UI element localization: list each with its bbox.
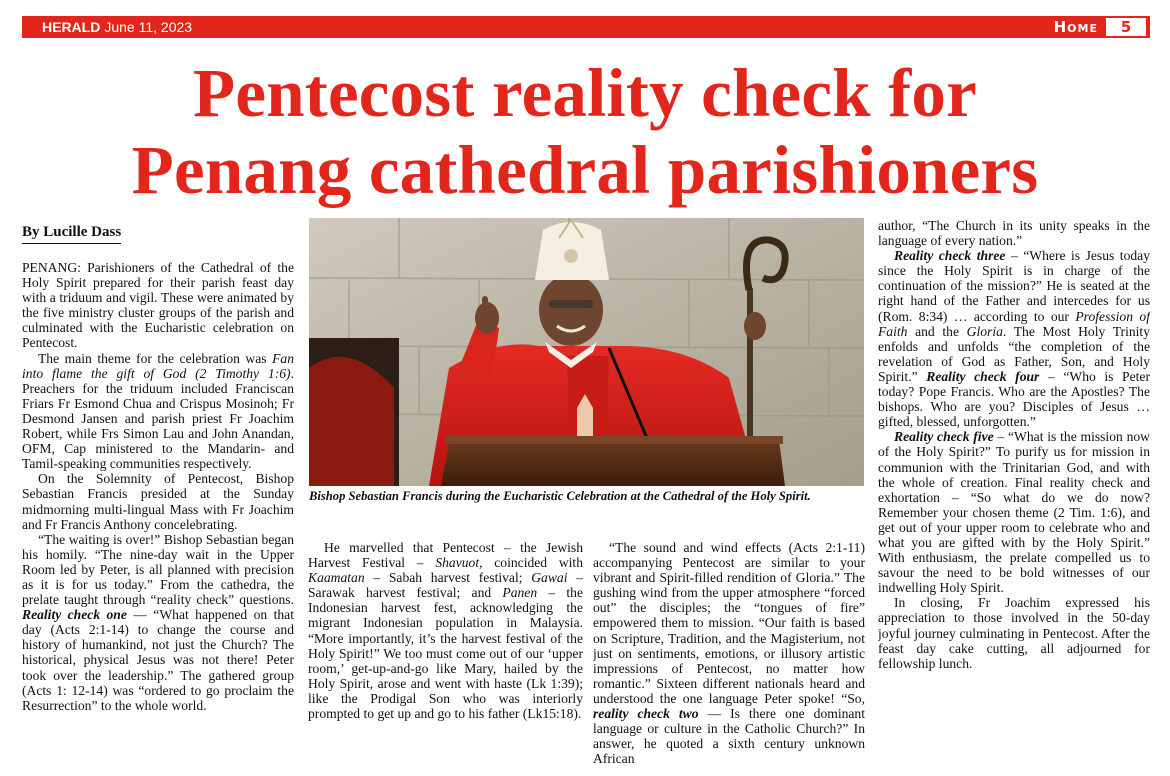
byline: By Lucille Dass <box>22 224 121 244</box>
masthead-bar <box>22 16 1150 38</box>
headline-line-2: Penang cathedral parishioners <box>131 132 1039 208</box>
issue-date: June 11, 2023 <box>104 19 193 35</box>
article-column-2 <box>308 540 583 772</box>
reality-check-two: reality check two <box>593 706 699 722</box>
bishop-photo <box>309 218 864 486</box>
paragraph-reality-three: Reality check three – “Where is Jesus today since the Holy Spirit is in charge of the continuation of the mission?” He is seated at the right hand of the Father and intercedes for us (Rom. 8:34) … according to our Profession of Faith and the Gloria. The Most Holy Trinity enfolds and unfolds “the completion of the revelation of God as Father, Son, and Holy Spirit.” Reality check four – “Who is Peter today? Pope Francis. Who are the Apostles? The bishops. Who are you? Disciples of Jesus … gifted, blessed, unforgotten.” <box>878 248 1150 430</box>
article-column-4 <box>878 218 1150 774</box>
paragraph-solemnity: On the Solemnity of Pentecost, Bishop Sebastian Francis presided at the Sunday midmorning multi-lingual Mass with Fr Joachim and Fr Francis Anthony concelebrating. <box>22 471 294 532</box>
reality-check-four: Reality check four <box>926 368 1040 384</box>
reality-check-five: Reality check five <box>894 429 994 445</box>
paragraph-homily: “The waiting is over!” Bishop Sebastian began his homily. “The nine-day wait in the Upper Room led by Peter, is all planned with precision as it is for us today.” From the cathedra, the prelate taught through “reality check” questions. Reality check one — “What happened on that day (Acts 2:1-14) to change the course and history of humankind, not just the Church? The historical, physical Jesus was not there! Peter took over the leadership.” The gathered group (Acts 1: 12-14) was “ordered to go proclaim the Resurrection” to the whole world. <box>22 531 294 713</box>
paragraph-closing: In closing, Fr Joachim expressed his appreciation to those involved in the 50-day joyful journey culminating in Pentecost. After the feast day cake cutting, all adjourned for fellowship lunch. <box>878 595 1150 671</box>
reality-check-three: Reality check three <box>894 248 1006 264</box>
paragraph-intro: PENANG: Parishioners of the Cathedral of the Holy Spirit prepared for their parish feast day with a triduum and vigil. These were animated by the five ministry cluster groups of the parish and culminated with the Eucharistic celebration on Pentecost. <box>22 260 294 351</box>
headline-line-1: Pentecost reality check for <box>193 55 977 131</box>
photo-caption: Bishop Sebastian Francis during the Eucharistic Celebration at the Cathedral of the Holy Spirit. <box>309 489 811 503</box>
paper-name: HERALD <box>42 19 101 35</box>
article-column-1 <box>22 260 294 772</box>
article-column-3 <box>593 540 865 772</box>
paragraph-harvest: He marvelled that Pentecost – the Jewish Harvest Festival – Shavuot, coincided with Kaamatan – Sabah harvest festival; Gawai – Sarawak harvest festival; and Panen – the Indonesian harvest fest, acknowledging the migrant Indonesian population in Malaysia. “More importantly, it’s the harvest festival of the Holy Spirit!” We too must come out of our ‘upper room,’ get-up-and-go like Mary, hailed by the Holy Spirit, arose and went with haste (Lk 1:39); like the Prodigal Son who was interiorly prompted to get up and go to his father (Lk15:18). <box>308 540 583 722</box>
paragraph-continuation: author, “The Church in its unity speaks in the language of every nation.” <box>878 218 1150 249</box>
headline <box>0 55 1170 209</box>
section-label: Home <box>1053 18 1098 36</box>
theme-title: Fan into flame the gift of God (2 Timothy 1:6) <box>22 350 294 381</box>
photo-illustration <box>309 218 864 486</box>
page-number: 5 <box>1106 18 1146 36</box>
paragraph-theme: The main theme for the celebration was Fan into flame the gift of God (2 Timothy 1:6). Preachers for the triduum included Franciscan Friars Fr Esmond Chua and Crispus Mosinoh; Fr Desmond Jansen and parish priest Fr Joachim Robert, while Frs Simon Lau and John Anandan, OFM, Cap ministered to the Mandarin- and Tamil-speaking communities respectively. <box>22 350 294 472</box>
masthead-left <box>42 19 192 35</box>
paragraph-sound-wind: “The sound and wind effects (Acts 2:1-11) accompanying Pentecost are similar to your vibrant and Spirit-filled rendition of Gloria.” The gushing wind from the upper atmosphere “forced out” the disciples; the “tongues of fire” empowered them to mission. “Our faith is based on Scripture, Tradition, and the Magisterium, not just on sentiments, emotions, or illusory artistic impressions of Pentecost, no matter how romantic.” Sixteen different nationals heard and understood the one language Peter spoke! “So, reality check two — Is there one dominant language or culture in the Catholic Church?” In answer, he quoted a sixth century unknown African <box>593 540 865 767</box>
paragraph-reality-five: Reality check five – “What is the mission now of the Holy Spirit?” To purify us for mission in communion with the Trinitarian God, and with the whole of creation. Final reality check and exhortation – “So what do we do now? Remember your chosen theme (2 Tim. 1:6), and get out of your upper room to celebrate who and what you are gifted with by the Holy Spirit.” With enthusiasm, the prelate compelled us to savour the need to be bold witnesses of our indwelling Holy Spirit. <box>878 429 1150 596</box>
reality-check-one: Reality check one <box>22 607 127 623</box>
